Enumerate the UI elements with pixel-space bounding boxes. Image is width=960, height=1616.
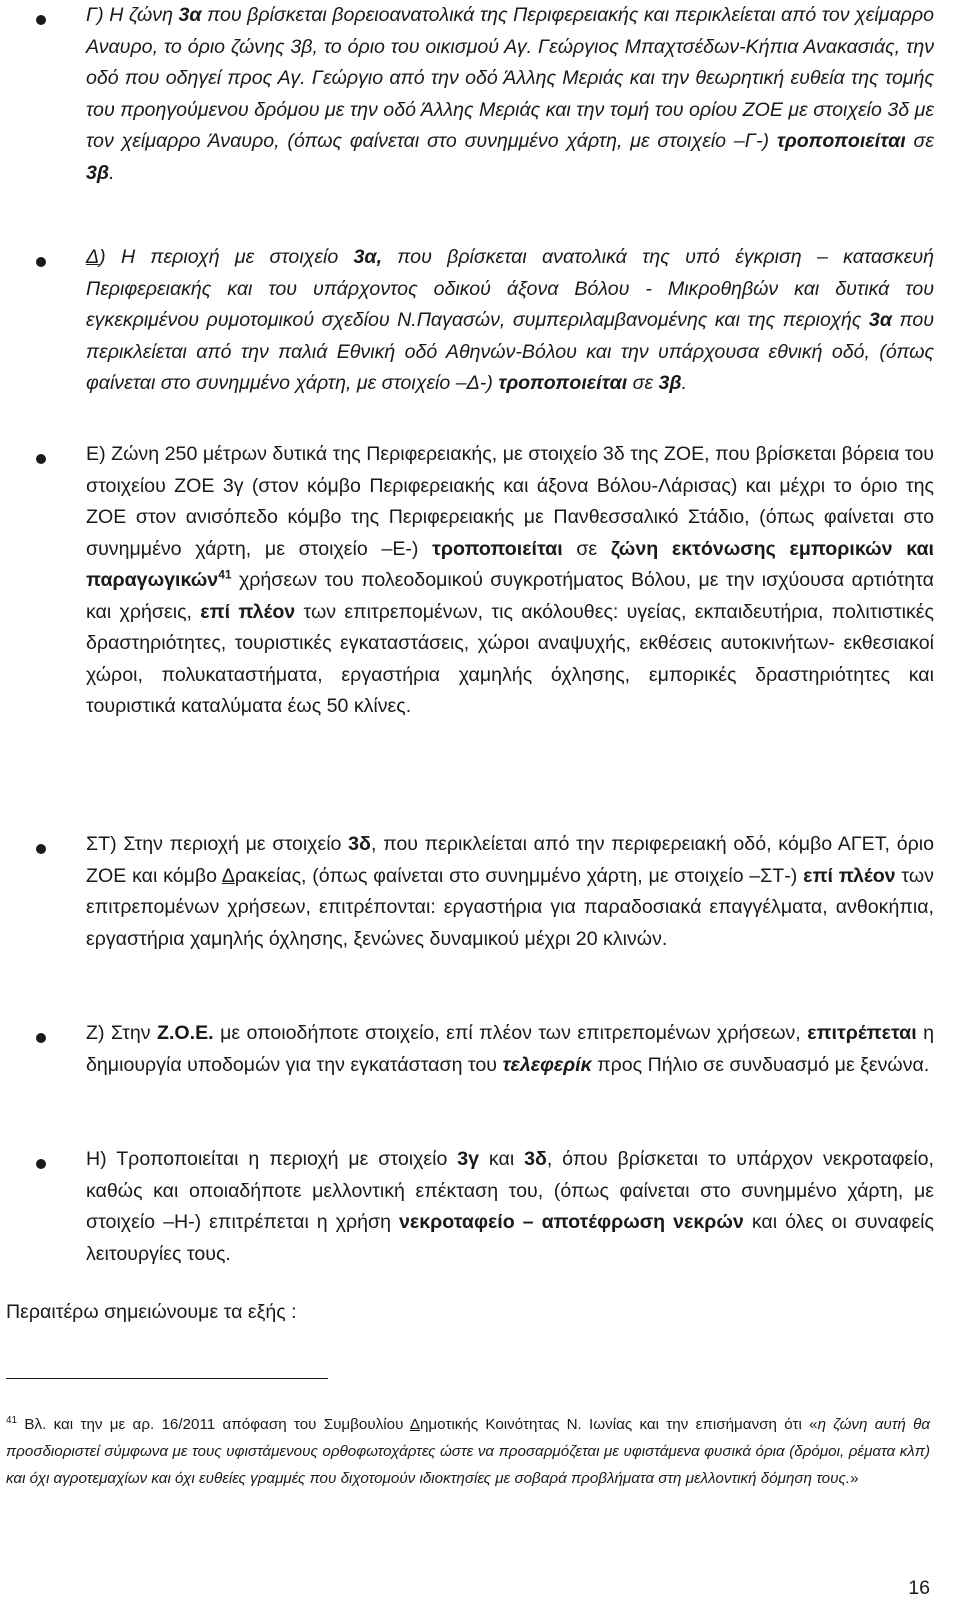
text-bold: ζώνη εκτόνωσης εμπορικών και παραγωγικών [86,537,934,591]
text-bold: τροποποιείται [776,130,906,152]
text-bold: 3α [868,309,892,331]
text-bold: επιτρέπεται [807,1022,917,1044]
footnote-ref[interactable]: 41 [218,567,232,582]
text-bold: 3δ [348,833,371,855]
bullet-icon [36,15,46,25]
list-item-g [86,0,934,189]
text-bold: 3β [86,161,110,184]
element-ref: –Η-) [163,1211,202,1233]
text: Η) Τροποποιείται η περιοχή με στοιχείο [86,1148,458,1170]
text: Γ) Η ζώνη [86,4,179,26]
text-bold: 3α [178,4,202,26]
text-bold: επί πλέον [803,864,896,887]
text [418,538,432,560]
text: σε [562,537,611,560]
text: ημοτικής Κοινότητας Ν. Ιωνίας και την επισήμανση ότι « [419,1416,818,1433]
text-bold: νεκροταφείο – αποτέφρωση νεκρών [399,1211,744,1233]
element-ref: –Ε-) [381,537,419,560]
text-bold: 3γ [457,1148,480,1170]
text: Ζ) Στην [86,1022,157,1044]
bullet-icon [36,257,46,267]
text: . [681,372,688,394]
text: » [850,1470,859,1487]
text-underlined: Δ [409,1416,420,1433]
text-underlined: Δ [221,864,235,887]
text-bold: τροποποιείται [498,372,628,394]
closing-paragraph: Περαιτέρω σημειώνουμε τα εξής : [6,1301,297,1323]
footnote-number: 41 [6,1414,18,1426]
text: που περικλείεται από την παλιά Εθνική οδό Αθηνών-Βόλου και την υπάρχουσα εθνική οδό, (όπως φαίνεται στο συνημμένο χάρτη, με στοιχείο [86,309,934,394]
text: , όπου βρίσκεται το υπάρχον νεκροταφείο, καθώς και οποιαδήποτε μελλοντική επέκταση του, (όπως φαίνεται στο συνημμένο χάρτη, με στοιχείο [86,1148,934,1233]
text-bold: 3δ [524,1148,547,1170]
text: σε [905,130,934,152]
text-bold: 3β [658,372,682,394]
list-item-d [86,242,934,400]
list-item-z [86,1018,934,1081]
element-ref: –ΣΤ-) [749,864,798,887]
element-ref: –Γ-) [733,130,770,152]
text-bold: Ζ.Ο.Ε. [157,1022,214,1044]
text-underlined: Δ [86,246,100,268]
text: η δημιουργία υποδομών για την εγκατάσταση του [86,1022,934,1076]
text-bold: επί πλέον [200,600,296,623]
text: σε [627,372,659,394]
text: , που περικλείεται από την περιφερειακή οδό, κόμβο ΑΓΕΤ, όριο ΖΟΕ και κόμβο [86,833,934,887]
bullet-icon [36,1159,46,1169]
text-bold: τροποποιείται [432,537,563,560]
bullet-icon [36,1033,46,1043]
element-ref: –Δ-) [455,372,493,394]
bullet-icon [36,844,46,854]
text: των επιτρεπομένων, τις ακόλουθες: υγείας, εκπαιδευτήρια, πολιτιστικές δραστηριότητες, τουριστικές εγκαταστάσεις, χώροι αναψυχής, εκθέσεις αυτοκινήτων- εκθεσιακοί χώροι, πολυκαταστήματα, εργαστήρια χαμηλής όχλησης, εμπορικές δραστηριότητες και τουριστικά καταλύματα έως 50 κλίνες. [86,600,934,717]
quote-text: η ζώνη αυτή θα προσδιοριστεί σύμφωνα με τους υφιστάμενους ορθοφωτοχάρτες ώστε να προσαρμόζεται με υφιστάμενα φυσικά όρια (δρόμοι, ρέματα κλπ) και όχι αγροτεμαχίων και όχι ευθείες γραμμές που διχοτομούν ιδιοκτησίες με σοβαρά προβλήματα στη μελλοντική δόμηση τους. [6,1416,930,1487]
list-item-e [86,439,934,723]
footnote [6,1411,930,1492]
text: ΣΤ) Στην περιοχή με στοιχείο [86,833,349,855]
list-item-h [86,1144,934,1270]
page-number: 16 [908,1577,930,1599]
text: Ε) Ζώνη 250 μέτρων δυτικά της Περιφερειακής, με στοιχείο 3δ της ΖΟΕ, που βρίσκεται βόρεια του στοιχείου ΖΟΕ 3γ (στον κόμβο Περιφερειακής και άξονα Βόλου-Λάρισας) και μέχρι το όριο της ΖΟΕ στον ανισόπεδο κόμβο της Περιφερειακής με Πανθεσσαλικό Στάδιο, (όπως φαίνεται στο συνημμένο χάρτη, με στοιχείο [86,443,934,560]
text: ) Η περιοχή με στοιχείο [99,246,354,268]
text: των επιτρεπομένων χρήσεων, επιτρέπονται: εργαστήρια για παραδοσιακά επαγγέλματα, ανθοκήπια, εργαστήρια χαμηλής όχλησης, ξενώνες δυναμικού μέχρι 20 κλινών. [86,864,934,950]
text: με οποιοδήποτε στοιχείο, επί πλέον των επιτρεπομένων χρήσεων, [213,1022,808,1044]
text: και [479,1148,525,1170]
footnote-separator [6,1378,328,1379]
text-bold: 3α, [353,246,383,268]
text [769,130,777,152]
bullet-icon [36,454,46,464]
list-item-st [86,829,934,955]
text: . [109,161,115,184]
text: ρακείας, (όπως φαίνεται στο συνημμένο χάρτη, με στοιχείο [234,864,750,887]
text: προς Πήλιο σε συνδυασμό με ξενώνα. [591,1053,930,1076]
text: που βρίσκεται βορειοανατολικά της Περιφερειακής και περικλείεται από τον χείμαρρο Αναυρο, το όριο ζώνης 3β, το όριο του οικισμού Αγ. Γεώργιος Μπαχτσέδων-Κήπια Ανακασιάς, την οδό που οδηγεί προς Αγ. Γεώργιο από την οδό Άλλης Μεριάς και την θεωρητική ευθεία της τομής του προηγούμενου δρόμου με την οδό Άλλης Μεριάς και την τομή του ορίου ΖΟΕ με στοιχείο 3δ με τον χείμαρρο Άναυρο, (όπως φαίνεται στο συνημμένο χάρτη, με στοιχείο [86,4,934,152]
text: χρήσεων του πολεοδομικού συγκροτήματος Βόλου, με την ισχύουσα αρτιότητα και χρήσεις, [86,569,934,623]
text: επιτρέπεται η χρήση [201,1211,400,1233]
text-bold: τελεφερίκ [502,1053,592,1076]
text: Βλ. και την με αρ. 16/2011 απόφαση του Συμβουλίου [17,1416,410,1433]
text: και όλες οι συναφείς λειτουργίες τους. [86,1211,934,1265]
text: που βρίσκεται ανατολικά της υπό έγκριση – κατασκευή Περιφερειακής και του υπάρχοντος οδικού άξονα Βόλου - Μικροθηβών και δυτικά του εγκεκριμένου ρυμοτομικού σχεδίου Ν.Παγασών, συμπεριλαμβανομένης και της περιοχής [86,246,934,331]
